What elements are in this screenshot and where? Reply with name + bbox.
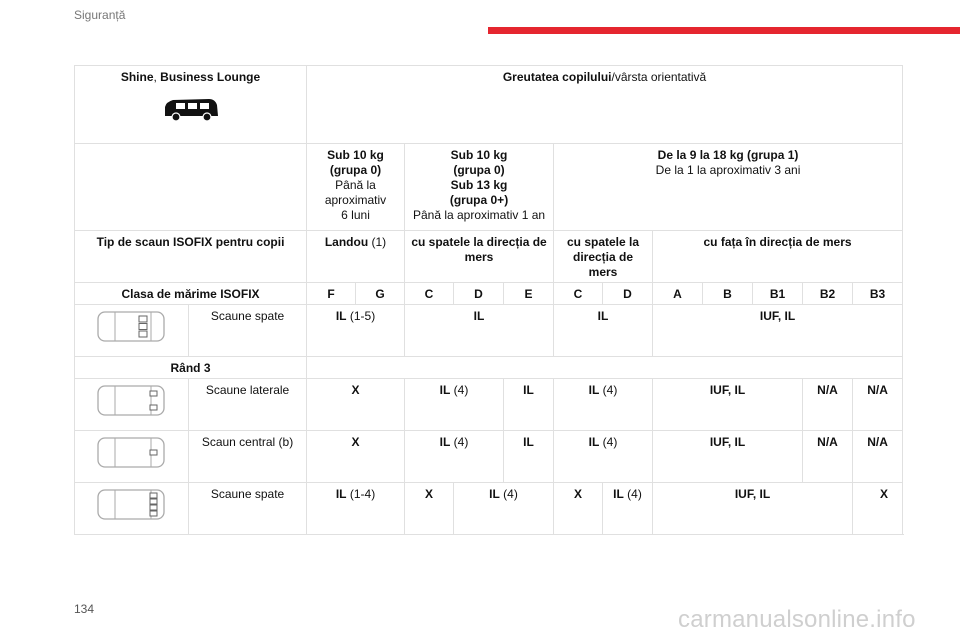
size-class-cell: B: [703, 283, 753, 305]
center-seat-diagram-icon: [97, 435, 167, 471]
row3-label: Rând 3: [75, 357, 307, 379]
model-cell: [75, 66, 307, 144]
seat-position-label: Scaune laterale: [189, 379, 307, 431]
forward-facing-cell: cu fața în direcția de mers: [653, 231, 903, 283]
isofix-table: [74, 65, 903, 535]
seat-diagram-cell: [75, 305, 189, 357]
group0plus-cell: Sub 10 kg (grupa 0) Sub 13 kg (grupa 0+) Până la aproximativ 1 an: [405, 144, 554, 231]
table-row: [75, 66, 903, 144]
watermark: carmanualsonline.info: [678, 606, 916, 633]
model-separator: ,: [153, 70, 161, 84]
weight-header-rest: /vârsta orientativă: [611, 70, 707, 84]
size-class-cell: B2: [803, 283, 853, 305]
table-row: [75, 357, 903, 379]
section-header: Siguranță: [74, 8, 126, 22]
table-row: [75, 283, 903, 305]
model-name: Shine: [120, 70, 154, 84]
size-class-cell: A: [653, 283, 703, 305]
size-class-cell: G: [356, 283, 405, 305]
size-class-cell: E: [504, 283, 554, 305]
group1-cell: De la 9 la 18 kg (grupa 1) De la 1 la aproximativ 3 ani: [554, 144, 903, 231]
rear-seats-diagram-icon: [97, 309, 167, 345]
accent-bar: [488, 27, 960, 34]
size-class-cell: B1: [753, 283, 803, 305]
seat-diagram-cell: [75, 379, 189, 431]
seat-diagram-cell: [75, 431, 189, 483]
rear-bench-diagram-icon: [97, 487, 167, 523]
seat-position-label: Scaun central (b): [189, 431, 307, 483]
seat-position-label: Scaune spate: [189, 305, 307, 357]
rear-facing-cell: cu spatele la direcția de mers: [405, 231, 554, 283]
table-row: Scaun central (b) X IL (4) IL IL (4) IUF, IL N/A N/A: [75, 431, 903, 483]
table-row: [75, 231, 903, 283]
rear-facing-cell: cu spatele la direcția de mers: [554, 231, 653, 283]
model-name: Business Lounge: [160, 70, 261, 84]
landou-cell: Landou (1): [307, 231, 405, 283]
size-class-cell: C: [554, 283, 603, 305]
size-class-cell: F: [307, 283, 356, 305]
size-class-cell: D: [454, 283, 504, 305]
seat-type-label: Tip de scaun ISOFIX pentru copii: [75, 231, 307, 283]
table-row: Scaune spate IL (1-4) X IL (4) X IL (4) IUF, IL X: [75, 483, 903, 535]
seat-diagram-cell: [75, 483, 189, 535]
minivan-icon: [161, 95, 221, 125]
size-class-label: Clasa de mărime ISOFIX: [75, 283, 307, 305]
weight-header: Greutatea copilului: [502, 70, 612, 84]
table-row: Scaune spate IL (1-5) IL IL IUF, IL: [75, 305, 903, 357]
size-class-cell: B3: [853, 283, 903, 305]
side-seats-diagram-icon: [97, 383, 167, 419]
page-number: 134: [74, 602, 95, 616]
table-row: [75, 144, 903, 231]
table-row: Scaune laterale X IL (4) IL IL (4) IUF, IL N/A N/A: [75, 379, 903, 431]
group0-cell: Sub 10 kg (grupa 0) Până la aproximativ 6 luni: [307, 144, 405, 231]
size-class-cell: D: [603, 283, 653, 305]
seat-position-label: Scaune spate: [189, 483, 307, 535]
size-class-cell: C: [405, 283, 454, 305]
weight-header-cell: [307, 66, 903, 144]
